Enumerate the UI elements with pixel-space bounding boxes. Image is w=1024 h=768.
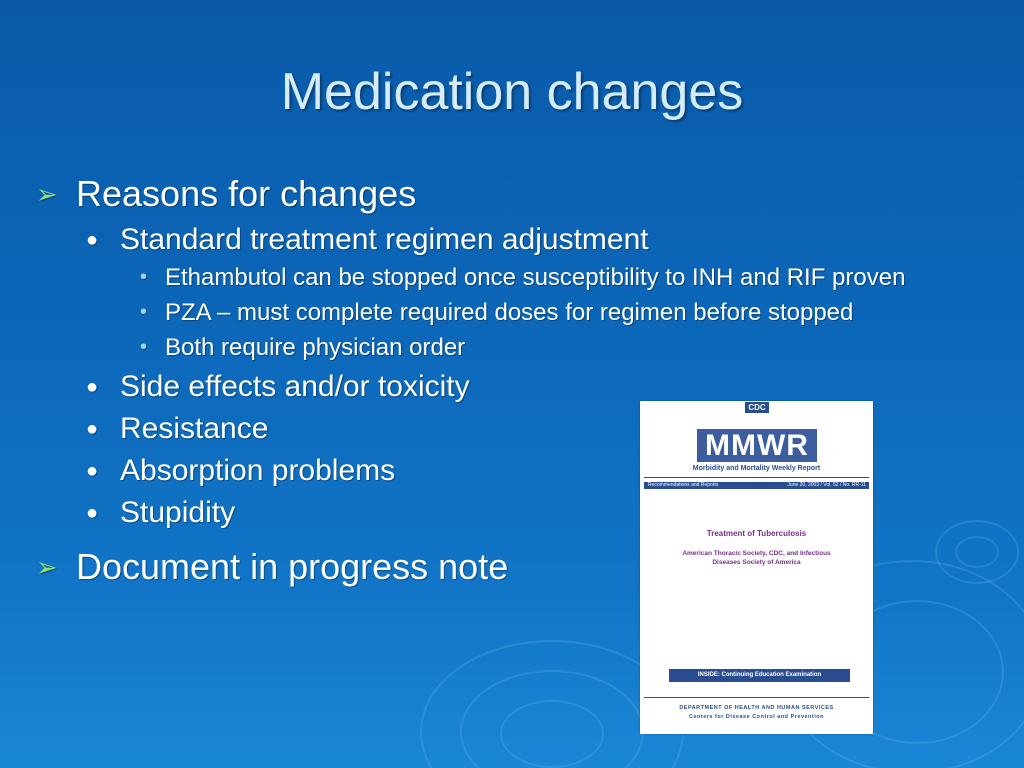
mmwr-cover-image: [640, 401, 873, 734]
mmwr-banner: MMWR: [697, 429, 817, 462]
cover-inside-bar: INSIDE: Continuing Education Examination: [669, 669, 850, 682]
bullet-reasons: [36, 172, 996, 216]
arrow-bullet-icon: ➢: [36, 552, 58, 582]
dot-bullet-icon: ●: [86, 418, 99, 440]
cover-issue-label: June 20, 2003 / Vol. 52 / No. RR-11: [787, 482, 866, 488]
dot-bullet-icon: ●: [86, 229, 99, 251]
small-dot-bullet-icon: •: [140, 301, 148, 323]
dot-bullet-icon: ●: [86, 502, 99, 524]
slide-title: Medication changes: [280, 63, 744, 121]
cover-department: [640, 704, 873, 722]
arrow-bullet-icon: ➢: [36, 179, 58, 209]
bullet-label: PZA – must complete required doses for regimen before stopped: [165, 299, 854, 326]
bullet-standard-regimen: [36, 222, 996, 258]
bullet-label: Stupidity: [120, 496, 236, 529]
bullet-label: Side effects and/or toxicity: [120, 370, 470, 403]
dot-bullet-icon: ●: [86, 460, 99, 482]
cover-document-title: Treatment of Tuberculosis: [706, 529, 807, 538]
cover-agency-line: Centers for Disease Control and Prevention: [689, 714, 824, 720]
bullet-side-effects: [36, 369, 996, 405]
dot-bullet-icon: ●: [86, 376, 99, 398]
cover-divider: [644, 697, 869, 698]
cover-series-label: Recommendations and Reports: [648, 482, 719, 488]
bullet-label: Document in progress note: [76, 546, 509, 587]
cover-authors: American Thoracic Society, CDC, and Infectious Diseases Society of America: [682, 550, 831, 566]
cover-department-line: DEPARTMENT OF HEALTH AND HUMAN SERVICES: [679, 705, 834, 711]
bullet-ethambutol: [36, 262, 965, 293]
bullet-label: Absorption problems: [120, 454, 396, 487]
bullet-label: Resistance: [120, 412, 269, 445]
cover-divider: [644, 477, 869, 478]
bullet-physician-order: [36, 332, 965, 363]
bullet-pza: [36, 297, 965, 328]
ripple-decoration: [500, 700, 604, 768]
cdc-logo: CDC: [745, 402, 769, 413]
bullet-label: Both require physician order: [165, 334, 466, 361]
bullet-label: Ethambutol can be stopped once susceptibility to INH and RIF proven: [165, 264, 906, 291]
bullet-label: Reasons for changes: [76, 173, 417, 214]
bullet-label: Standard treatment regimen adjustment: [120, 223, 649, 256]
cover-series-bar: [644, 482, 869, 489]
small-dot-bullet-icon: •: [140, 336, 148, 358]
small-dot-bullet-icon: •: [140, 266, 148, 288]
cover-subtitle: Morbidity and Mortality Weekly Report: [692, 465, 821, 472]
